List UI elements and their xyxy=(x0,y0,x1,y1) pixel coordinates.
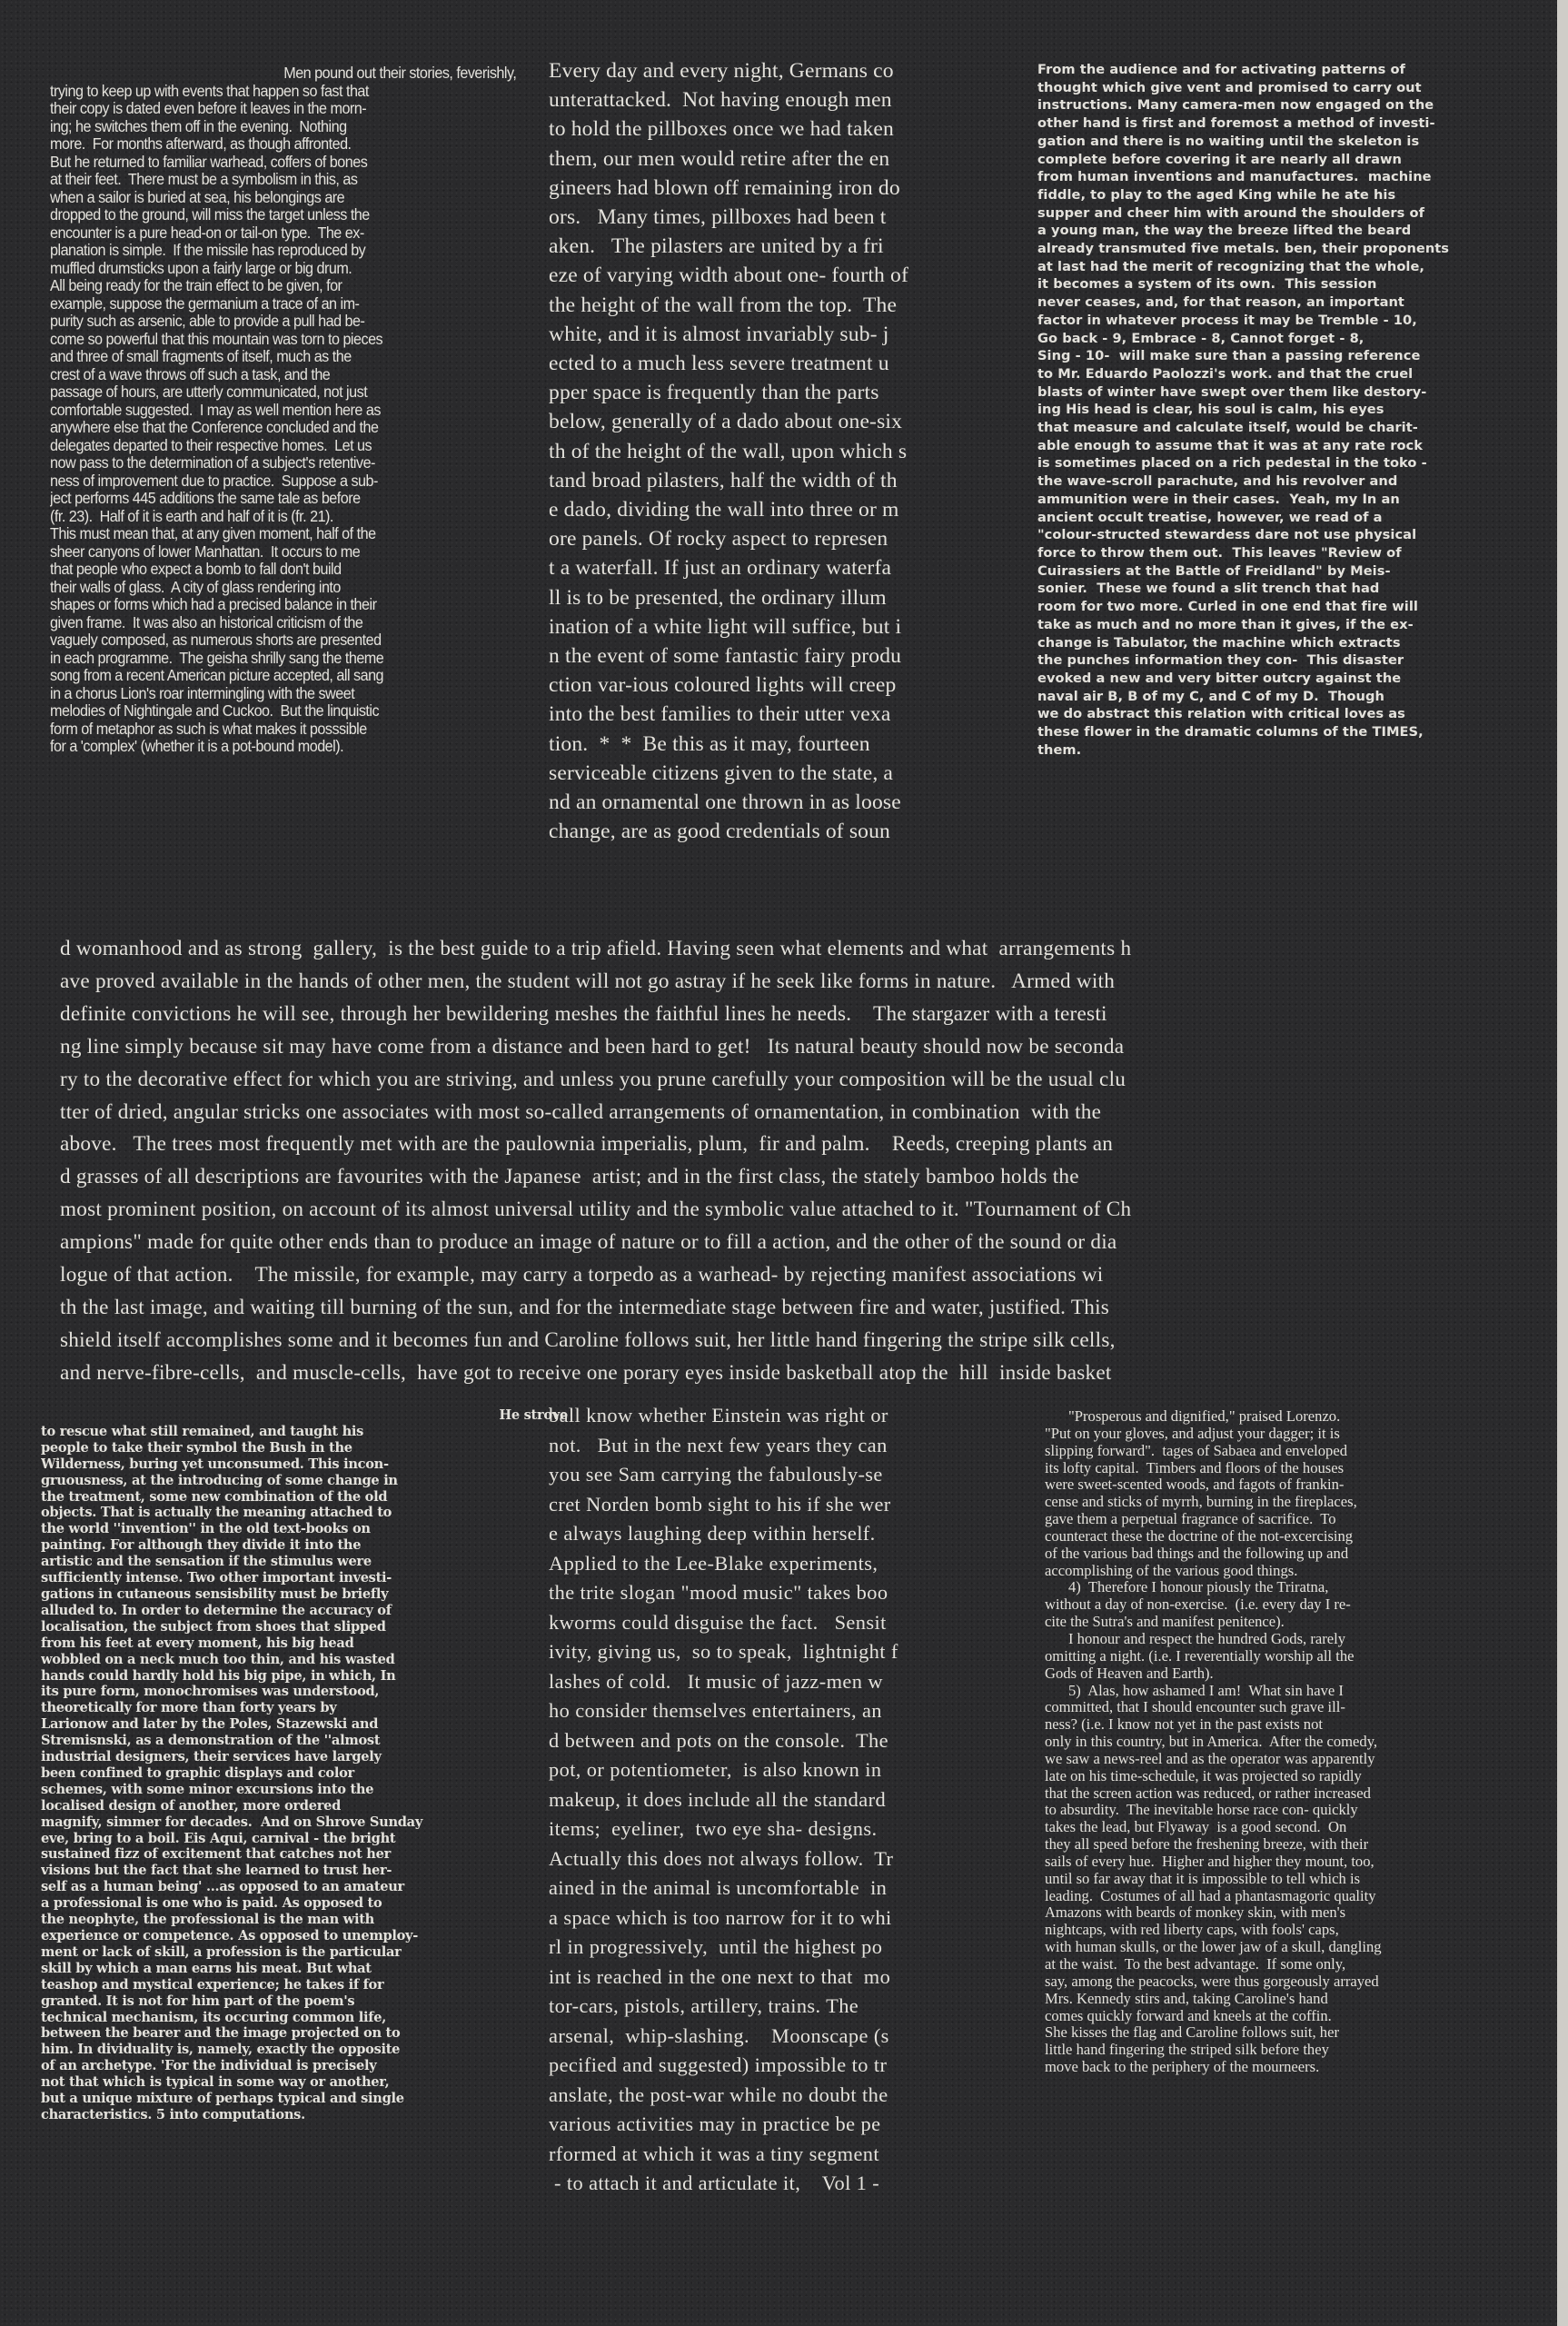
text-line: ball know whether Einstein was right or xyxy=(549,1404,888,1426)
text-line: d womanhood and as strong gallery, is the best guide to a trip afield. Having seen what elements and what arrangements h xyxy=(60,937,1132,960)
text-line: ment or lack of skill, a profession is the particular xyxy=(41,1943,402,1960)
text-line: been confined to graphic displays and color xyxy=(41,1764,354,1781)
text-line: not. But in the next few years they can xyxy=(549,1433,888,1456)
text-line: they all speed before the freshening breeze, with their xyxy=(1045,1835,1369,1854)
text-line: artistic and the sensation if the stimulus were xyxy=(41,1554,372,1570)
text-line: slipping forward". tages of Sabaea and enveloped xyxy=(1045,1441,1348,1459)
text-line: the treatment, some new combination of the old xyxy=(41,1488,388,1505)
text-line: song from a recent American picture accepted, all sang xyxy=(50,666,384,684)
text-line: theoretically for more than forty years by xyxy=(41,1700,337,1716)
text-line: most prominent position, on account of its almost universal utility and the symbolic value attached to it. "Tournament of Ch xyxy=(60,1198,1132,1222)
text-line: From the audience and for activating patterns of xyxy=(1037,62,1405,77)
top-middle-column xyxy=(549,56,1030,846)
text-line: tor-cars, pistols, artillery, trains. The xyxy=(549,1994,859,2017)
text-line: trying to keep up with events that happen so fast that xyxy=(50,81,369,100)
text-line: naval air B, B of my C, and C of my D. Though xyxy=(1037,688,1384,704)
text-line: in a chorus Lion's roar intermingling with the sweet xyxy=(50,683,355,702)
text-line: anslate, the post-war while no doubt the xyxy=(549,2082,888,2106)
text-line: aken. The pilasters are united by a fri xyxy=(549,234,884,259)
text-line: evoked a new and very bitter outcry against the xyxy=(1037,670,1402,686)
text-line: ry to the decorative effect for which you are striving, and unless you prune carefully your composition will be the usual clu xyxy=(60,1067,1126,1091)
text-line: passage of hours, are utterly communicated, not just xyxy=(50,383,368,401)
text-line: Actually this does not always follow. Tr xyxy=(549,1846,894,1870)
text-line: the world ''invention'' in the old text-books on xyxy=(41,1521,371,1537)
text-line: t a waterfall. If just an ordinary waterfa xyxy=(549,556,892,581)
bottom-right-column xyxy=(1045,1408,1526,2076)
text-line: ing; he switches them off in the evening. Nothing xyxy=(50,116,347,135)
text-line: them. xyxy=(1037,741,1082,758)
text-line: int is reached in the one next to that mo xyxy=(549,1964,891,1988)
text-line: but a unique mixture of perhaps typical and single xyxy=(41,2091,404,2107)
text-line: alluded to. In order to determine the accuracy of xyxy=(41,1602,392,1618)
text-line: Every day and every night, Germans co xyxy=(549,59,894,83)
text-line: ll is to be presented, the ordinary illum xyxy=(549,585,887,610)
text-line: other hand is first and foremost a method of investi- xyxy=(1037,115,1435,132)
text-line: more. For months afterward, as though affronted. xyxy=(50,134,352,153)
text-line: encounter is a pure head-on or tail-on type. The ex- xyxy=(50,223,364,242)
text-line: ness of improvement due to practice. Suppose a sub- xyxy=(50,471,378,490)
text-line: supper and cheer him with around the shoulders of xyxy=(1037,204,1424,221)
text-line: pper space is frequently than the parts xyxy=(549,381,879,405)
text-line: between the bearer and the image projected on to xyxy=(41,2025,401,2042)
text-line: industrial designers, their services have largely xyxy=(41,1749,382,1765)
text-line: ammunition were in their cases. Yeah, my In an xyxy=(1037,491,1400,507)
text-line: at their feet. There must be a symbolism in this, as xyxy=(50,170,358,188)
text-line: change, are as good credentials of soun xyxy=(549,820,890,844)
text-line: counteract these the doctrine of the not-excercising xyxy=(1045,1526,1354,1545)
text-line: these flower in the dramatic columns of the TIMES, xyxy=(1037,724,1424,741)
text-line: melodies of Nightingale and Cuckoo. But the linquistic xyxy=(50,701,380,720)
text-line: is sometimes placed on a rich pedestal in the toko - xyxy=(1037,455,1427,472)
text-line: thought which give vent and promised to carry out xyxy=(1037,79,1422,95)
text-line: take as much and no more than it gives, if the ex- xyxy=(1037,616,1414,632)
text-line: takes the lead, but Flyaway is a good second. On xyxy=(1045,1818,1347,1836)
text-line: gruousness, at the introducing of some change in xyxy=(41,1472,398,1488)
text-line: technical mechanism, its occuring common life, xyxy=(41,2009,386,2025)
text-line: we do abstract this relation with critical loves as xyxy=(1037,706,1405,722)
text-line: pecified and suggested) impossible to tr xyxy=(549,2053,888,2076)
text-line: able enough to assume that it was at any rate rock xyxy=(1037,437,1424,453)
text-line: below, generally of a dado about one-six xyxy=(549,410,903,434)
text-line: example, suppose the germanium a trace of an im- xyxy=(50,293,360,313)
text-line: skill by which a man earns his meat. But what xyxy=(41,1960,372,1976)
text-line: anywhere else that the Conference concluded and the xyxy=(50,418,379,436)
text-line: gineers had blown off remaining iron do xyxy=(549,175,900,200)
text-line: ing His head is clear, his soul is calm, his eyes xyxy=(1037,402,1384,418)
text-line: crest of a wave throws off such a task, and the xyxy=(50,364,331,383)
text-line: schemes, with some minor excursions into the xyxy=(41,1781,374,1797)
text-line: shapes or forms which had a precised balance in their xyxy=(50,595,377,613)
text-line: (fr. 23). Half of it is earth and half of it is (fr. 21). xyxy=(50,506,333,525)
text-line: comfortable suggested. I may as well mention here as xyxy=(50,400,381,419)
text-line: when a sailor is buried at sea, his belongings are xyxy=(50,187,345,206)
text-line: room for two more. Curled in one end that fire will xyxy=(1037,599,1418,615)
text-line: fiddle, to play to the aged King while he ate his xyxy=(1037,186,1396,203)
text-line: their copy is dated even before it leaves in the morn- xyxy=(50,99,367,117)
text-line: and three of small fragments of itself, much as the xyxy=(50,347,352,365)
text-line: factor in whatever process it may be Tremble - 10, xyxy=(1037,312,1417,328)
text-line: rformed at which it was a tiny segment xyxy=(549,2142,880,2165)
text-line: Cuirassiers at the Battle of Freidland" by Meis- xyxy=(1037,562,1391,579)
text-line: self as a human being' ...as opposed to an amateur xyxy=(41,1879,404,1895)
text-line: you see Sam carrying the fabulously-se xyxy=(549,1463,883,1486)
text-line: force to throw them out. This leaves "Review of xyxy=(1037,544,1402,561)
page-edge xyxy=(1557,0,1568,2326)
text-line: of an archetype. 'For the individual is precisely xyxy=(41,2058,377,2074)
text-line: we saw a news-reel and as the operator was apparently xyxy=(1045,1749,1375,1767)
top-right-column xyxy=(1037,61,1528,759)
text-line: at the waist. To the best advantage. If some only, xyxy=(1045,1955,1346,1973)
text-line: ng line simply because sit may have come from a distance and been hard to get! Its natural beauty should now be seconda xyxy=(60,1034,1125,1059)
text-line: leading. Costumes of all had a phantasmagoric quality xyxy=(1045,1886,1376,1904)
text-line: the neophyte, the professional is the man with xyxy=(41,1912,374,1928)
text-line: d grasses of all descriptions are favourites with the Japanese artist; and in the first class, the stately bamboo holds the xyxy=(60,1165,1079,1189)
text-line: tand broad pilasters, half the width of th xyxy=(549,468,898,492)
text-line: rl in progressively, until the highest po xyxy=(549,1935,883,1958)
text-line: cite the Sutra's and manifest penitence). xyxy=(1045,1613,1285,1631)
text-line: Amazons with beards of monkey skin, with men's xyxy=(1045,1904,1346,1922)
text-line: now pass to the determination of a subject's retentive- xyxy=(50,453,375,472)
text-line: She kisses the flag and Caroline follows suit, her xyxy=(1045,2023,1339,2042)
top-left-column xyxy=(50,65,516,756)
text-line: ject performs 445 additions the same tale as before xyxy=(50,489,361,507)
text-line: say, among the peacocks, were thus gorgeously arrayed xyxy=(1045,1972,1379,1990)
text-line: them, our men would retire after the en xyxy=(549,146,890,171)
text-line: accomplishing of the various good things. xyxy=(1045,1561,1298,1579)
text-line: instructions. Many camera-men now engaged on the xyxy=(1037,97,1434,114)
text-line: at last had the merit of recognizing that the whole, xyxy=(1037,258,1425,274)
text-line: Mrs. Kennedy stirs and, taking Caroline's hand xyxy=(1045,1989,1328,2007)
text-line: change is Tabulator, the machine which extracts xyxy=(1037,634,1401,651)
text-line: a professional is one who is paid. As opposed to xyxy=(41,1895,382,1912)
text-line: ction var-ious coloured lights will creep xyxy=(549,673,897,698)
text-line: delegates departed to their respective homes. Let us xyxy=(50,435,372,454)
text-line: 5) Alas, how ashamed I am! What sin have I xyxy=(1068,1681,1344,1699)
text-line: Applied to the Lee-Blake experiments, xyxy=(549,1551,878,1575)
text-line: painting. For although they divide it into the xyxy=(41,1537,362,1554)
text-line: were sweet-scented woods, and fagots of frankin- xyxy=(1045,1476,1345,1494)
text-line: tter of dried, angular stricks one associates with most so-called arrangements of ornamentation, in combination with the xyxy=(60,1099,1102,1124)
text-line: never ceases, and, for that reason, an important xyxy=(1037,294,1404,311)
text-line: hands could hardly hold his big pipe, in which, In xyxy=(41,1667,396,1684)
text-line: th the last image, and waiting till burning of the sun, and for the intermediate stage between fire and water, justified. This xyxy=(60,1295,1110,1319)
text-line: Men pound out their stories, feverishly, xyxy=(283,65,517,82)
text-line: complete before covering it are nearly all drawn xyxy=(1037,151,1402,167)
text-line: Gods of Heaven and Earth). xyxy=(1045,1664,1214,1682)
text-line: logue of that action. The missile, for example, may carry a torpedo as a warhead- by rejecting manifest associations wi xyxy=(60,1263,1104,1287)
text-line: Stremisnski, as a demonstration of the ''almost xyxy=(41,1733,381,1749)
text-line: He strove xyxy=(499,1407,568,1423)
text-line: Larionow and later by the Poles, Stazewski and xyxy=(41,1716,379,1733)
text-line: planation is simple. If the missile has reproduced by xyxy=(50,241,366,259)
text-line: form of metaphor as such is what makes it posssible xyxy=(50,719,367,738)
text-line: "Prosperous and dignified," praised Lorenzo. xyxy=(1068,1408,1341,1425)
middle-full-width-text xyxy=(60,933,1519,1390)
text-line: from human inventions and manufactures. machine xyxy=(1037,169,1432,185)
text-line: their walls of glass. A city of glass rendering into xyxy=(50,577,341,596)
text-line: it becomes a system of its own. This session xyxy=(1037,276,1377,293)
text-line: ivity, giving us, so to speak, lightnight f xyxy=(549,1640,898,1663)
text-line: visions but the fact that she learned to trust her- xyxy=(41,1863,392,1879)
text-line: d between and pots on the console. The xyxy=(549,1728,888,1752)
text-line: wobbled on a neck much too thin, and his wasted xyxy=(41,1651,395,1667)
text-line: ination of a white light will suffice, but i xyxy=(549,614,902,639)
text-line: to hold the pillboxes once we had taken xyxy=(549,117,894,142)
text-line: characteristics. 5 into computations. xyxy=(41,2106,305,2122)
text-line: to absurdity. The inevitable horse race con- quickly xyxy=(1045,1801,1358,1819)
text-line: sonier. These we found a slit trench that had xyxy=(1037,581,1380,597)
text-line: This must mean that, at any given moment, half of the xyxy=(50,524,376,542)
text-line: Sing - 10- will make sure than a passing reference xyxy=(1037,348,1421,364)
text-line: the punches information they con- This disaster xyxy=(1037,652,1404,669)
text-line: blasts of winter have swept over them like destory- xyxy=(1037,383,1427,400)
text-line: nd an ornamental one thrown in as loose xyxy=(549,790,901,815)
text-line: that the screen action was reduced, or rather increased xyxy=(1045,1784,1371,1802)
text-line: ho consider themselves entertainers, an xyxy=(549,1699,882,1722)
text-line: experience or competence. As opposed to unemploy- xyxy=(41,1928,418,1943)
bottom-middle-column xyxy=(549,1401,1030,2199)
text-line: a space which is too narrow for it to whi xyxy=(549,1905,892,1929)
text-line: e always laughing deep within herself. xyxy=(549,1522,876,1545)
text-line: ancient occult treatise, however, we read of a xyxy=(1037,509,1383,525)
text-line: the trite slogan "mood music" takes boo xyxy=(549,1581,888,1604)
text-line: - to attach it and articulate it, Vol 1 - xyxy=(549,2172,880,2194)
text-line: of the various bad things and the following up and xyxy=(1045,1544,1349,1562)
text-line: in each programme. The geisha shrilly sang the theme xyxy=(50,648,384,667)
text-line: gave them a perpetual fragrance of sacrifice. To xyxy=(1045,1510,1336,1528)
text-line: to Mr. Eduardo Paolozzi's work. and that the cruel xyxy=(1037,365,1414,382)
text-line: muffled drumsticks upon a fairly large or big drum. xyxy=(50,258,352,277)
text-line: late on his time-schedule, it was projected so rapidly xyxy=(1045,1766,1362,1784)
text-line: Go back - 9, Embrace - 8, Cannot forget - 8, xyxy=(1037,330,1365,346)
text-line: into the best families to their utter vexa xyxy=(549,702,891,727)
text-line: people to take their symbol the Bush in the xyxy=(41,1439,352,1456)
text-line: vaguely composed, as numerous shorts are presented xyxy=(50,631,382,649)
text-line: ore panels. Of rocky aspect to represen xyxy=(549,527,888,552)
text-line: localisation, the subject from shoes that slipped xyxy=(41,1618,386,1635)
text-line: come so powerful that this mountain was torn to pieces xyxy=(50,329,383,348)
text-line: given frame. It was also an historical criticism of the xyxy=(50,612,363,631)
text-line: kworms could disguise the fact. Sensit xyxy=(549,1610,887,1634)
text-line: I honour and respect the hundred Gods, rarely xyxy=(1068,1629,1346,1647)
text-line: unterattacked. Not having enough men xyxy=(549,88,892,113)
text-line: localised design of another, more ordered xyxy=(41,1797,341,1814)
text-line: makeup, it does include all the standard xyxy=(549,1787,887,1811)
text-line: eve, bring to a boil. Eis Aqui, carnival - the bright xyxy=(41,1830,396,1846)
text-line: teashop and mystical experience; he takes if for xyxy=(41,1976,384,1993)
bottom-left-column xyxy=(41,1407,568,2123)
text-line: with human skulls, or the lower jaw of a skull, dangling xyxy=(1045,1938,1382,1956)
text-line: not that which is typical in some way or another, xyxy=(41,2074,390,2091)
text-line: ected to a much less severe treatment u xyxy=(549,352,889,376)
text-line: lashes of cold. It music of jazz-men w xyxy=(549,1669,883,1693)
text-line: arsenal, whip-slashing. Moonscape (s xyxy=(549,2023,889,2047)
text-line: only in this country, but in America. After the comedy, xyxy=(1045,1733,1378,1751)
text-line: objects. That is actually the meaning attached to xyxy=(41,1505,392,1521)
text-line: the height of the wall from the top. The xyxy=(549,293,898,317)
text-line: that measure and calculate itself, would be charit- xyxy=(1037,420,1418,436)
text-line: magnify, simmer for decades. And on Shrove Sunday xyxy=(41,1814,422,1830)
text-line: e dado, dividing the wall into three or m xyxy=(549,498,899,522)
text-line: its pure form, monochromises was understood, xyxy=(41,1684,380,1700)
text-line: serviceable citizens given to the state, a xyxy=(549,760,894,785)
text-line: ness? (i.e. I know not yet in the past exists not xyxy=(1045,1715,1324,1734)
text-line: tion. * * Be this as it may, fourteen xyxy=(549,731,870,756)
text-line: a young man, the way the breeze lifted the beard xyxy=(1037,223,1412,239)
text-line: gation and there is no waiting until the skeleton is xyxy=(1037,133,1420,149)
text-line: ained in the animal is uncomfortable in xyxy=(549,1876,888,1899)
text-line: cret Norden bomb sight to his if she wer xyxy=(549,1492,891,1516)
text-line: 4) Therefore I honour piously the Triratna, xyxy=(1068,1578,1329,1596)
text-line: sails of every hue. Higher and higher they mount, too, xyxy=(1045,1852,1374,1870)
text-line: until so far away that it is impossible to tell which is xyxy=(1045,1869,1361,1887)
text-line: pot, or potentiometer, is also known in xyxy=(549,1758,882,1781)
text-line: move back to the periphery of the mourneers. xyxy=(1045,2058,1320,2076)
text-line: shield itself accomplishes some and it becomes fun and Caroline follows suit, her little hand fingering the stripe silk cells, xyxy=(60,1327,1116,1352)
text-line: from his feet at every moment, his big head xyxy=(41,1635,354,1651)
text-line: ors. Many times, pillboxes had been t xyxy=(549,205,887,230)
text-line: definite convictions he will see, through her bewildering meshes the faithful lines he needs. The stargazer with a teresti xyxy=(60,1001,1107,1026)
text-line: "colour-structed stewardess dare not use physical xyxy=(1037,527,1417,543)
text-line: white, and it is almost invariably sub- j xyxy=(549,322,889,346)
text-line: little hand fingering the striped silk before they xyxy=(1045,2041,1329,2059)
text-line: cense and sticks of myrrh, burning in the fireplaces, xyxy=(1045,1493,1357,1511)
text-line: eze of varying width about one- fourth of xyxy=(549,263,908,288)
text-line: various activities may in practice be pe xyxy=(549,2112,881,2135)
text-line: and nerve-fibre-cells, and muscle-cells, have got to receive one porary eyes inside basketball atop the hill inside basket xyxy=(60,1360,1112,1385)
text-line: already transmuted five metals. ben, their proponents xyxy=(1037,241,1450,257)
text-line: ave proved available in the hands of other men, the student will not go astray if he seek like forms in nature. Armed with xyxy=(60,969,1116,993)
text-line: its lofty capital. Timbers and floors of the houses xyxy=(1045,1458,1345,1476)
text-line: committed, that I should encounter such grave ill- xyxy=(1045,1698,1345,1716)
text-line: for a 'complex' (whether it is a pot-bound model). xyxy=(50,737,344,755)
text-line: But he returned to familiar warhead, coffers of bones xyxy=(50,152,368,171)
text-line: to rescue what still remained, and taught his xyxy=(41,1423,364,1439)
text-line: purity such as arsenic, able to provide a pull had be- xyxy=(50,312,365,330)
text-line: All being ready for the train effect to be given, for xyxy=(50,276,342,294)
text-line: th of the height of the wall, upon which s xyxy=(549,439,908,463)
text-line: dropped to the ground, will miss the target unless the xyxy=(50,205,370,224)
text-line: comes quickly forward and kneels at the coffin. xyxy=(1045,2006,1332,2024)
text-line: sheer canyons of lower Manhattan. It occurs to me xyxy=(50,542,361,561)
text-line: omitting a night. (i.e. I reverentially worship all the xyxy=(1045,1646,1355,1665)
text-line: that people who expect a bomb to fall don't build xyxy=(50,560,342,578)
text-line: ampions" made for quite other ends than to produce an image of nature or to fill a action, and the other of the sound or dia xyxy=(60,1230,1117,1255)
text-line: "Put on your gloves, and adjust your dagger; it is xyxy=(1045,1424,1340,1442)
text-line: items; eyeliner, two eye sha- designs. xyxy=(549,1817,878,1840)
text-line: sufficiently intense. Two other important investi- xyxy=(41,1570,392,1586)
text-line: granted. It is not for him part of the poem's xyxy=(41,1993,355,2009)
text-line: sustained fizz of excitement that catches not her xyxy=(41,1846,391,1863)
text-line: nightcaps, with red liberty caps, with fools' caps, xyxy=(1045,1921,1339,1939)
text-line: gations in cutaneous sensisbility must be briefly xyxy=(41,1585,389,1602)
text-line: above. The trees most frequently met with are the paulownia imperialis, plum, fir and palm. Reeds, creeping plants an xyxy=(60,1132,1114,1157)
text-line: n the event of some fantastic fairy produ xyxy=(549,644,902,669)
text-line: the wave-scroll parachute, and his revolver and xyxy=(1037,473,1398,490)
text-line: without a day of non-exercise. (i.e. every day I re- xyxy=(1045,1595,1351,1614)
text-line: him. In dividuality is, namely, exactly the opposite xyxy=(41,2042,401,2058)
text-line: Wilderness, buring yet unconsumed. This incon- xyxy=(41,1456,389,1472)
